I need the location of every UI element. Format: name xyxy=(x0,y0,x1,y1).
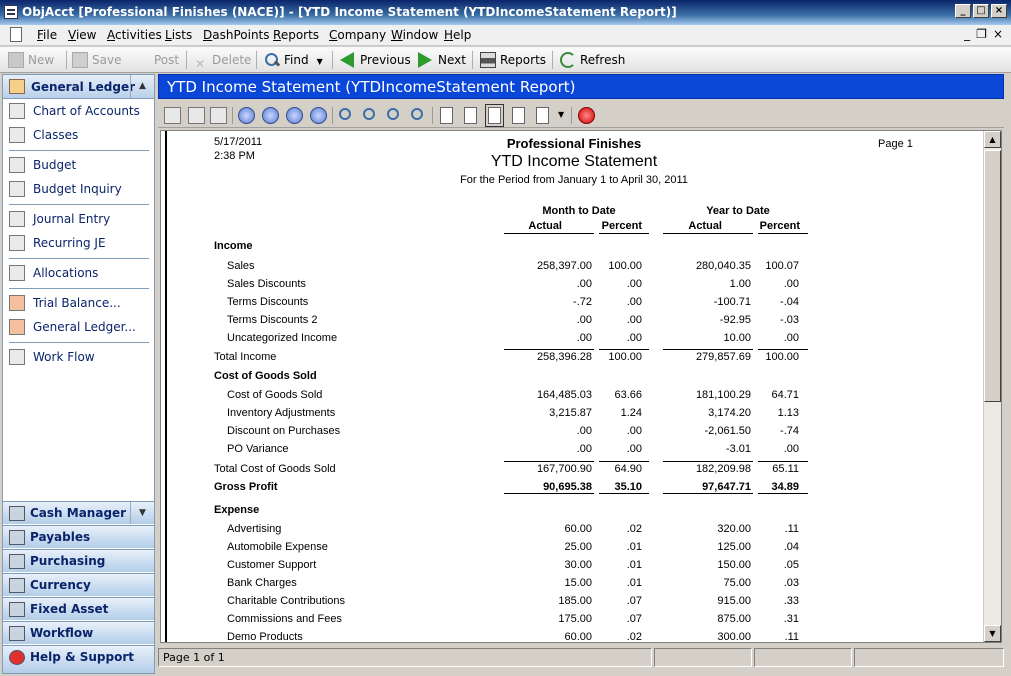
grid-icon xyxy=(9,181,25,197)
find-icon xyxy=(264,52,280,68)
expense-row-name: Automobile Expense xyxy=(227,541,328,553)
income-row-mtd-actual: 258,397.00 xyxy=(536,260,592,272)
total-income-ytd-actual: 279,857.69 xyxy=(695,351,751,363)
income-row-mtd-actual: -.72 xyxy=(573,296,592,308)
zoom-fit-icon[interactable] xyxy=(387,108,399,120)
module-cash-manager[interactable]: Cash Manager ▼ xyxy=(3,501,154,524)
delete-button[interactable]: ✕ Delete xyxy=(192,51,251,69)
next-page-icon[interactable] xyxy=(286,107,303,124)
underline xyxy=(758,233,808,234)
mdi-close-button[interactable]: × xyxy=(992,27,1003,41)
mtd-actual-header: Actual xyxy=(528,220,562,232)
underline xyxy=(599,493,649,494)
cogs-row-mtd-percent: 1.24 xyxy=(620,407,642,419)
gross-profit-mtd-actual: 90,695.38 xyxy=(543,481,592,493)
journal-icon xyxy=(9,211,25,227)
window-title: ObjAcct [Professional Finishes (NACE)] - [YTD Income Statement (YTDIncomeStatement Report)] xyxy=(22,5,677,19)
ytd-header: Year to Date xyxy=(706,205,770,217)
cogs-row-mtd-percent: .00 xyxy=(626,443,642,455)
cogs-row-name: Discount on Purchases xyxy=(227,425,341,437)
expense-row-name: Bank Charges xyxy=(227,577,297,589)
delete-icon: ✕ xyxy=(194,57,206,71)
nav-allocations[interactable]: Allocations xyxy=(9,264,149,284)
income-row-mtd-actual: .00 xyxy=(576,278,592,290)
mdi-restore-button[interactable]: ❐ xyxy=(976,27,987,41)
section-expense: Expense xyxy=(214,504,260,516)
underline xyxy=(663,233,753,234)
cogs-row-mtd-actual: 164,485.03 xyxy=(536,389,592,401)
help-icon xyxy=(9,650,25,665)
income-row-name: Sales xyxy=(227,260,255,272)
underline xyxy=(599,233,649,234)
module-purchasing[interactable]: Purchasing xyxy=(3,549,154,572)
post-icon xyxy=(134,52,150,68)
cogs-row-mtd-percent: .00 xyxy=(626,425,642,437)
expense-row-mtd-percent: .07 xyxy=(626,613,642,625)
expense-row-mtd-percent: .02 xyxy=(626,523,642,535)
expense-row-ytd-actual: 150.00 xyxy=(717,559,751,571)
gross-profit-mtd-percent: 35.10 xyxy=(614,481,642,493)
underline xyxy=(663,493,753,494)
report-icon xyxy=(9,319,25,335)
stop-icon[interactable] xyxy=(578,107,595,124)
cash-icon xyxy=(9,506,25,521)
single-page-icon[interactable] xyxy=(440,107,453,124)
section-cogs: Cost of Goods Sold xyxy=(214,370,317,382)
underline xyxy=(599,461,649,462)
document-icon[interactable] xyxy=(10,27,22,42)
underline xyxy=(758,461,808,462)
report-title: YTD Income Statement xyxy=(490,153,658,170)
expense-row-mtd-actual: 30.00 xyxy=(564,559,592,571)
expense-row-ytd-percent: .04 xyxy=(783,541,799,553)
cogs-row-ytd-actual: 3,174.20 xyxy=(708,407,751,419)
report-icon xyxy=(9,295,25,311)
section-income: Income xyxy=(214,240,253,252)
general-ledger-header[interactable]: General Ledger ▲ xyxy=(3,75,154,99)
total-income-mtd-actual: 258,396.28 xyxy=(536,351,592,363)
income-row-mtd-percent: .00 xyxy=(626,332,642,344)
page-view-icon[interactable] xyxy=(488,107,501,124)
cogs-row-ytd-actual: 181,100.29 xyxy=(695,389,751,401)
expense-row-ytd-actual: 320.00 xyxy=(717,523,751,535)
cogs-row-name: Cost of Goods Sold xyxy=(227,389,323,401)
total-cogs-ytd-actual: 182,209.98 xyxy=(695,463,751,475)
maximize-button[interactable]: □ xyxy=(973,4,989,18)
next-button[interactable]: Next xyxy=(418,51,466,69)
reports-button[interactable]: Reports xyxy=(480,51,546,69)
status-panel-3 xyxy=(754,648,852,667)
expense-row-ytd-actual: 915.00 xyxy=(717,595,751,607)
nav-recurring-je[interactable]: Recurring JE xyxy=(9,234,149,254)
expense-row-mtd-percent: .02 xyxy=(626,631,642,643)
menu-bar xyxy=(0,25,1011,46)
collapse-down-icon[interactable]: ▼ xyxy=(130,502,154,524)
expense-row-mtd-actual: 60.00 xyxy=(564,523,592,535)
cogs-row-ytd-percent: 1.13 xyxy=(777,407,799,419)
status-panel-2 xyxy=(654,648,752,667)
print-icon[interactable] xyxy=(188,107,205,124)
report-page xyxy=(160,130,1002,643)
first-page-icon[interactable] xyxy=(238,107,255,124)
income-row-ytd-percent: -.03 xyxy=(780,314,799,326)
expense-row-ytd-actual: 875.00 xyxy=(717,613,751,625)
expense-row-ytd-actual: 75.00 xyxy=(723,577,751,589)
cogs-row-name: Inventory Adjustments xyxy=(227,407,336,419)
export-icon[interactable] xyxy=(210,107,227,124)
income-row-mtd-percent: 100.00 xyxy=(608,260,642,272)
print-icon xyxy=(480,52,496,68)
nav-work-flow[interactable]: Work Flow xyxy=(9,348,149,368)
facing-pages-icon[interactable] xyxy=(512,107,525,124)
income-row-name: Uncategorized Income xyxy=(227,332,338,344)
nav-trial-balance[interactable]: Trial Balance... xyxy=(9,294,149,314)
income-row-name: Terms Discounts 2 xyxy=(227,314,318,326)
menu-window[interactable]: Window xyxy=(391,28,439,42)
save-button[interactable]: Save xyxy=(72,51,121,69)
app-icon[interactable] xyxy=(4,5,18,19)
income-row-mtd-percent: .00 xyxy=(626,296,642,308)
expense-row-ytd-percent: .05 xyxy=(783,559,799,571)
continuous-page-icon[interactable] xyxy=(464,107,477,124)
report-date: 5/17/2011 xyxy=(214,136,263,148)
cogs-row-mtd-percent: 63.66 xyxy=(614,389,642,401)
mtd-percent-header: Percent xyxy=(601,220,642,232)
currency-icon xyxy=(9,578,25,593)
ytd-percent-header: Percent xyxy=(759,220,800,232)
income-row-ytd-actual: 280,040.35 xyxy=(695,260,751,272)
menu-help[interactable]: Help xyxy=(444,28,472,42)
cogs-row-ytd-percent: -.74 xyxy=(780,425,799,437)
expense-row-name: Advertising xyxy=(227,523,282,535)
expense-row-ytd-percent: .33 xyxy=(783,595,799,607)
module-fixed-asset[interactable]: Fixed Asset xyxy=(3,597,154,620)
journal-icon xyxy=(9,235,25,251)
close-button[interactable]: × xyxy=(991,4,1007,18)
zoom-in-icon[interactable] xyxy=(339,108,351,120)
expense-row-ytd-actual: 125.00 xyxy=(717,541,751,553)
payables-icon xyxy=(9,530,25,545)
expense-row-ytd-percent: .31 xyxy=(783,613,799,625)
grid-icon xyxy=(9,103,25,119)
new-icon xyxy=(8,52,24,68)
main-toolbar xyxy=(0,47,1011,73)
previous-page-icon[interactable] xyxy=(262,107,279,124)
expense-row-mtd-percent: .07 xyxy=(626,595,642,607)
module-currency[interactable]: Currency xyxy=(3,573,154,596)
income-row-mtd-actual: .00 xyxy=(576,332,592,344)
expense-row-name: Commissions and Fees xyxy=(227,613,342,625)
vertical-scrollbar[interactable] xyxy=(983,131,1001,642)
total-income-name: Total Income xyxy=(214,351,277,363)
nav-budget[interactable]: Budget xyxy=(9,156,149,176)
income-row-ytd-actual: 1.00 xyxy=(729,278,751,290)
minimize-button[interactable]: _ xyxy=(955,4,971,18)
expense-row-mtd-percent: .01 xyxy=(626,559,642,571)
expense-row-ytd-percent: .11 xyxy=(784,523,799,535)
underline xyxy=(663,461,753,462)
income-row-ytd-percent: .00 xyxy=(783,332,799,344)
next-icon xyxy=(418,52,432,68)
workflow-icon xyxy=(9,626,25,641)
cogs-row-mtd-actual: 3,215.87 xyxy=(549,407,592,419)
find-dropdown-icon[interactable]: ▼ xyxy=(316,57,323,66)
income-row-ytd-actual: -92.95 xyxy=(719,314,751,326)
expense-row-ytd-percent: .03 xyxy=(783,577,799,589)
underline xyxy=(599,349,649,350)
expense-row-name: Charitable Contributions xyxy=(227,595,346,607)
underline xyxy=(504,493,594,494)
report-viewer-toolbar xyxy=(158,102,1004,128)
total-income-ytd-percent: 100.00 xyxy=(765,351,799,363)
grid-icon xyxy=(9,157,25,173)
underline xyxy=(504,461,594,462)
purchasing-icon xyxy=(9,554,25,569)
income-row-ytd-percent: -.04 xyxy=(780,296,799,308)
scroll-thumb[interactable] xyxy=(984,150,1001,402)
navigation-sidebar xyxy=(2,74,155,674)
expense-row-name: Customer Support xyxy=(227,559,317,571)
module-payables[interactable]: Payables xyxy=(3,525,154,548)
underline xyxy=(758,349,808,350)
expense-row-mtd-actual: 25.00 xyxy=(564,541,592,553)
help-icon[interactable] xyxy=(164,107,181,124)
menu-activities[interactable]: Activities xyxy=(107,28,162,42)
mtd-header: Month to Date xyxy=(542,205,616,217)
nav-journal-entry[interactable]: Journal Entry xyxy=(9,210,149,230)
module-help-support[interactable]: Help & Support xyxy=(3,645,154,673)
workflow-icon xyxy=(9,349,25,365)
pages-dropdown-icon[interactable]: ▼ xyxy=(558,110,565,119)
expense-row-mtd-actual: 15.00 xyxy=(564,577,592,589)
nav-general-ledger[interactable]: General Ledger... xyxy=(9,318,149,338)
menu-dashpoints[interactable]: DashPoints xyxy=(203,28,270,42)
grid-icon xyxy=(9,127,25,143)
underline xyxy=(663,349,753,350)
total-cogs-mtd-percent: 64.90 xyxy=(614,463,642,475)
report-window-header: YTD Income Statement (YTDIncomeStatement Report) xyxy=(158,74,1004,99)
income-row-mtd-actual: .00 xyxy=(576,314,592,326)
search-icon[interactable] xyxy=(411,108,423,120)
expense-row-name: Demo Products xyxy=(227,631,303,643)
gross-profit-name: Gross Profit xyxy=(214,481,278,493)
income-row-ytd-percent: 100.07 xyxy=(765,260,799,272)
cogs-row-ytd-percent: .00 xyxy=(783,443,799,455)
previous-icon xyxy=(340,52,354,68)
menu-reports[interactable]: Reports xyxy=(273,28,320,42)
income-row-ytd-actual: -100.71 xyxy=(713,296,751,308)
cogs-row-mtd-actual: .00 xyxy=(576,443,592,455)
report-time: 2:38 PM xyxy=(214,150,255,162)
nav-chart-of-accounts[interactable]: Chart of Accounts xyxy=(9,102,149,122)
zoom-out-icon[interactable] xyxy=(363,108,375,120)
previous-button[interactable]: Previous xyxy=(340,51,411,69)
income-row-mtd-percent: .00 xyxy=(626,278,642,290)
income-row-mtd-percent: .00 xyxy=(626,314,642,326)
total-income-mtd-percent: 100.00 xyxy=(608,351,642,363)
expense-row-mtd-actual: 185.00 xyxy=(558,595,592,607)
report-company: Professional Finishes xyxy=(506,136,642,151)
expense-row-mtd-actual: 175.00 xyxy=(558,613,592,625)
fixed-asset-icon xyxy=(9,602,25,617)
scroll-down-icon[interactable]: ▼ xyxy=(984,625,1001,642)
underline xyxy=(504,349,594,350)
refresh-button[interactable]: Refresh xyxy=(560,51,625,69)
expense-row-mtd-percent: .01 xyxy=(626,541,642,553)
cogs-row-ytd-percent: 64.71 xyxy=(771,389,799,401)
status-page-count: Page 1 of 1 xyxy=(158,648,652,667)
underline xyxy=(758,493,808,494)
income-row-name: Terms Discounts xyxy=(227,296,309,308)
multiple-pages-icon[interactable] xyxy=(536,107,549,124)
mdi-minimize-button[interactable]: _ xyxy=(964,27,971,41)
save-icon xyxy=(72,52,88,68)
journal-icon xyxy=(9,265,25,281)
total-cogs-name: Total Cost of Goods Sold xyxy=(214,463,336,475)
module-workflow[interactable]: Workflow xyxy=(3,621,154,644)
expense-row-ytd-percent: .11 xyxy=(784,631,799,643)
ytd-actual-header: Actual xyxy=(688,220,722,232)
cogs-row-ytd-actual: -3.01 xyxy=(725,443,751,455)
home-icon xyxy=(9,79,25,94)
status-bar xyxy=(158,647,1008,668)
income-row-ytd-actual: 10.00 xyxy=(723,332,751,344)
find-button[interactable]: Find ▼ xyxy=(264,51,323,69)
collapse-up-icon[interactable]: ▲ xyxy=(130,75,154,98)
post-button[interactable]: Post xyxy=(134,51,179,69)
status-panel-4 xyxy=(854,648,1004,667)
total-cogs-ytd-percent: 65.11 xyxy=(772,463,799,475)
expense-row-mtd-actual: 60.00 xyxy=(564,631,592,643)
total-cogs-mtd-actual: 167,700.90 xyxy=(536,463,592,475)
menu-lists[interactable]: Lists xyxy=(165,28,193,42)
income-row-name: Sales Discounts xyxy=(227,278,306,290)
cogs-row-ytd-actual: -2,061.50 xyxy=(704,425,751,437)
scroll-up-icon[interactable]: ▲ xyxy=(984,131,1001,148)
underline xyxy=(504,233,594,234)
report-page-number: Page 1 xyxy=(878,138,913,150)
income-row-ytd-percent: .00 xyxy=(783,278,799,290)
expense-row-mtd-percent: .01 xyxy=(626,577,642,589)
menu-view[interactable]: View xyxy=(68,28,97,42)
refresh-icon xyxy=(560,52,576,68)
nav-classes[interactable]: Classes xyxy=(9,126,149,146)
gross-profit-ytd-percent: 34.89 xyxy=(771,481,799,493)
nav-budget-inquiry[interactable]: Budget Inquiry xyxy=(9,180,149,200)
menu-company[interactable]: Company xyxy=(329,28,387,42)
cogs-row-name: PO Variance xyxy=(227,443,289,455)
expense-row-ytd-actual: 300.00 xyxy=(717,631,751,643)
last-page-icon[interactable] xyxy=(310,107,327,124)
cogs-row-mtd-actual: .00 xyxy=(576,425,592,437)
menu-file[interactable]: File xyxy=(37,28,58,42)
gross-profit-ytd-actual: 97,647.71 xyxy=(702,481,751,493)
report-period: For the Period from January 1 to April 30, 2011 xyxy=(460,174,688,186)
new-button[interactable]: New xyxy=(8,51,54,69)
title-bar xyxy=(0,0,1011,25)
